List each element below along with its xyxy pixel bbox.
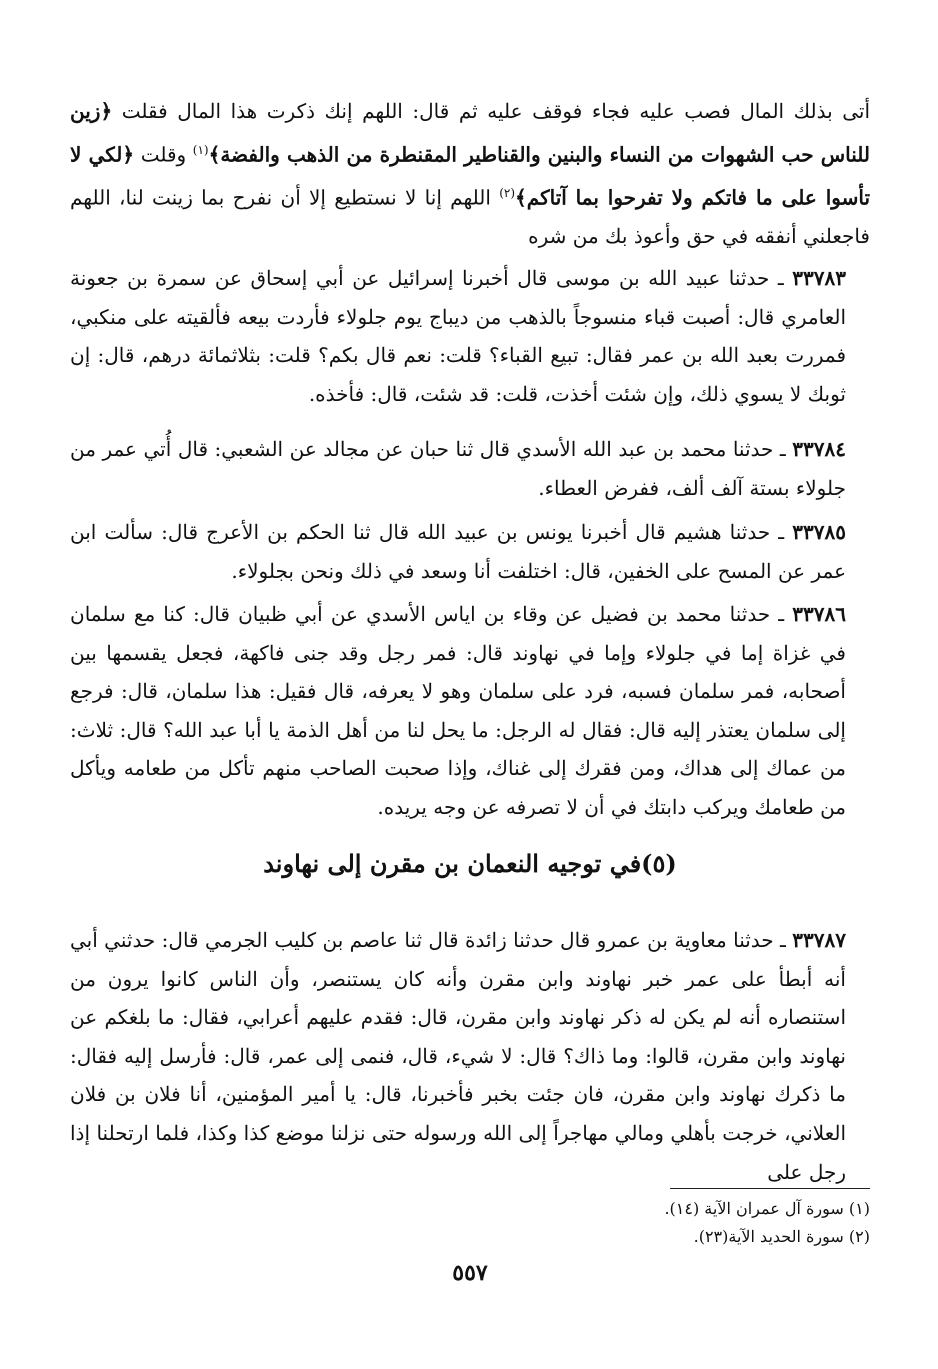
- hadith-number: ٣٣٧٨٧: [792, 928, 846, 952]
- hadith-text: ـ حدثنا هشيم قال أخبرنا يونس بن عبيد الله قال ثنا الحكم بن الأعرج قال: سألت ابن عمر عن المسح على الخفين، قال: اختلفت أنا وسعد في ذلك ونحن بجلولاء.: [70, 520, 846, 583]
- hadith-paragraph: [70, 513, 870, 590]
- footnote-ref[interactable]: (١): [192, 142, 209, 157]
- hadith-text: ـ حدثنا معاوية بن عمرو قال حدثنا زائدة قال ثنا عاصم بن كليب الجرمي قال: حدثني أبي أنه أبطأ على عمر خبر نهاوند وابن مقرن وأنه كان يستنصر، وأن الناس كانوا يرون من استنصاره أنه لم يكن له ذكر نهاوند وابن مقرن، قال: فقدم عليهم أعرابي، فقال: ما بلغكم عن نهاوند وابن مقرن، قالوا: وما ذاك؟ قال: لا شيء، قال، فنمى إلى عمر، قال: فأرسل إليه فقال: ما ذكرك نهاوند وابن مقرن، فان جئت بخبر فأخبرنا، قال: يا أمير المؤمنين، أنا فلان بن فلان العلاني، خرجت بأهلي ومالي مهاجراً إلى الله ورسوله حتى نزلنا موضع كذا وكذا، فلما ارتحلنا إذا رجل على: [70, 928, 846, 1184]
- hadith-number: ٣٣٧٨٦: [792, 602, 846, 626]
- hadith-number: ٣٣٧٨٣: [792, 266, 846, 290]
- hadith-text: ـ حدثنا محمد بن عبد الله الأسدي قال ثنا حبان عن مجالد عن الشعبي: قال أُتي عمر من جلولاء بستة آلف ألف، ففرض العطاء.: [70, 437, 846, 500]
- hadith-paragraph: [70, 595, 870, 827]
- hadith-paragraph: [70, 921, 870, 1191]
- book-page: [70, 92, 870, 1342]
- footnote-item: (٢) سورة الحديد الآية(٢٣).: [693, 1227, 870, 1246]
- quran-quote: ﴿زين للناس حب الشهوات من النساء والبنين والقناطير المقنطرة من الذهب والفضة﴾: [70, 99, 870, 167]
- paragraph-text: اللهم إنا لا نستطيع إلا أن نفرح بما زينت لنا، اللهم فاجعلني أنفقه في حق وأعوذ بك من شره: [70, 185, 870, 249]
- hadith-number: ٣٣٧٨٥: [792, 520, 846, 544]
- paragraph-text: أتى بذلك المال فصب عليه فجاء فوقف عليه ثم قال: اللهم إنك ذكرت هذا المال فقلت: [121, 99, 871, 123]
- footnote-item: (١) سورة آل عمران الآية (١٤).: [664, 1199, 870, 1218]
- hadith-paragraph: [70, 259, 870, 413]
- footnotes: [70, 1195, 870, 1251]
- paragraph-continuation: [70, 92, 870, 256]
- hadith-paragraph: [70, 430, 870, 507]
- page-number: ٥٥٧: [452, 1260, 488, 1286]
- hadith-number: ٣٣٧٨٤: [792, 437, 846, 461]
- section-heading: (٥)في توجيه النعمان بن مقرن إلى نهاوند: [263, 849, 677, 878]
- hadith-text: ـ حدثنا عبيد الله بن موسى قال أخبرنا إسرائيل عن أبي إسحاق عن سمرة بن جعونة العامري قال: أصبت قباء منسوجاً بالذهب من ديباج يوم جلولاء فأردت بيعه فألقيته على منكبي، فمررت بعبد الله بن عمر فقال: تبيع القباء؟ قلت: نعم قال بكم؟ قلت: بثلاثمائة درهم، قال: إن ثوبك لا يسوي ذلك، وإن شئت أخذت، قلت: قد شئت، قال: فأخذه.: [70, 266, 846, 406]
- hadith-text: ـ حدثنا محمد بن فضيل عن وقاء بن اياس الأسدي عن أبي ظبيان قال: كنا مع سلمان في غزاة إما في جلولاء وإما في نهاوند قال: فمر رجل وقد جنى فاكهة، فجعل يقسمها بين أصحابه، فمر سلمان فسبه، فرد على سلمان وهو لا يعرفه، قال فقيل: هذا سلمان، قال: فرجع إلى سلمان يعتذر إليه قال: فقال له الرجل: ما يحل لنا من أهل الذمة يا أبا عبد الله؟ قال: ثلاث: من عماك إلى هداك، ومن فقرك إلى غناك، وإذا صحبت الصاحب منهم تأكل من طعامه ويأكل من طعامك ويركب دابتك في أن لا تصرفه عن وجه يريده.: [70, 602, 846, 819]
- footnote-divider: [670, 1188, 870, 1189]
- paragraph-text: وقلت: [140, 142, 187, 167]
- footnote-ref[interactable]: (٢): [499, 185, 516, 200]
- quran-quote: ﴿لكي لا تأسوا على ما فاتكم ولا تفرحوا بما آتاكم﴾: [70, 142, 871, 210]
